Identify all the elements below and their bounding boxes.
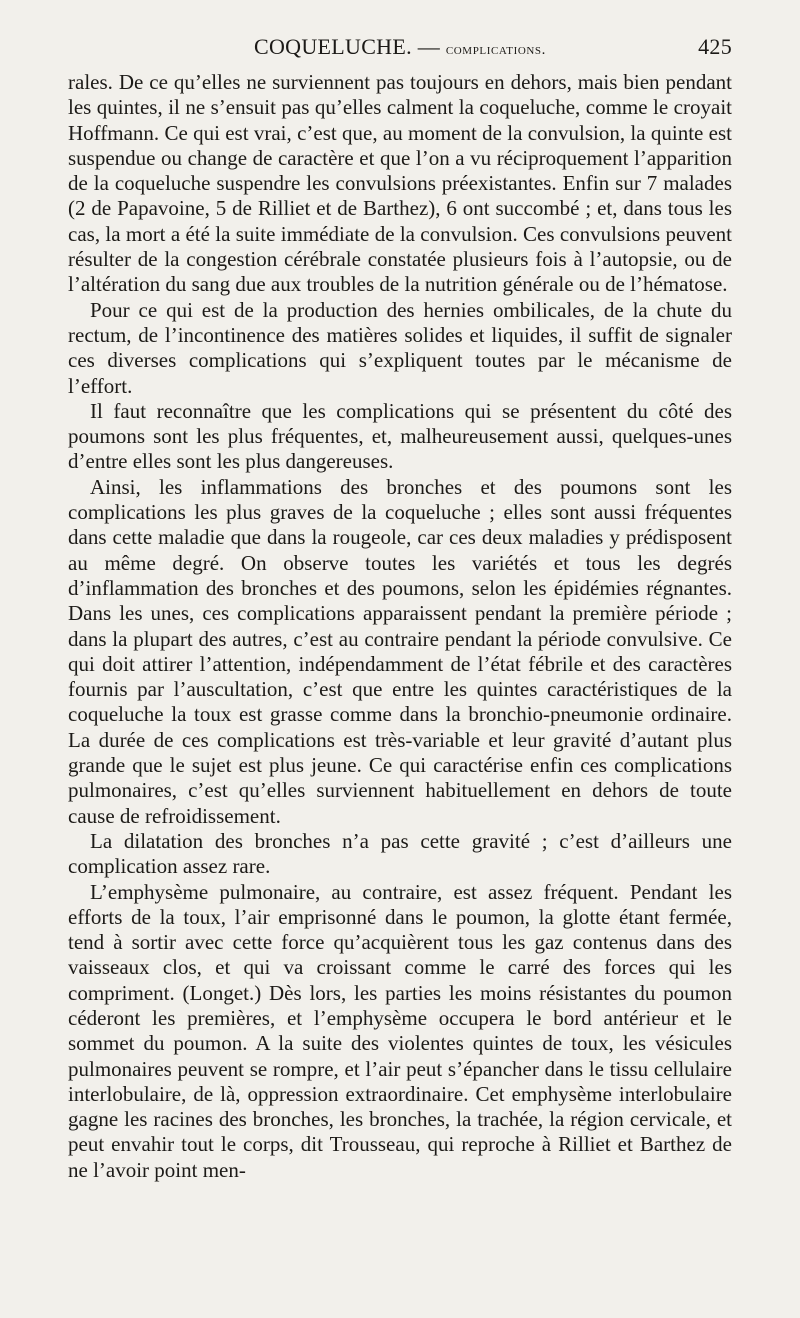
running-head — [68, 34, 732, 70]
body-text — [68, 70, 732, 1183]
chapter-title: COQUELUCHE. — — [254, 34, 441, 59]
paragraph-bronchial-dilation: La dilatation des bronches n’a pas cette gravité ; c’est d’ailleurs une complication assez rare. — [68, 828, 732, 879]
running-title — [254, 34, 546, 60]
paragraph-lung-complications: Il faut reconnaître que les complications qui se présentent du côté des poumons sont les plus fréquentes, et, malheureusement aussi, quelques-unes d’entre elles sont les plus dangereuses. — [68, 398, 732, 474]
page-number: 425 — [698, 34, 732, 59]
section-title: complications. — [445, 42, 546, 58]
paragraph-convulsions: rales. De ce qu’elles ne surviennent pas toujours en dehors, mais bien pendant les quintes, il ne s’ensuit pas qu’elles calment la coqueluche, comme le croyait Hoffmann. Ce qui est vrai, c’est que, au moment de la convulsion, la quinte est suspendue ou change de caractère et que l’on a vu réciproquement l’apparition de la coqueluche suspendre les convulsions préexistantes. Enfin sur 7 malades (2 de Papavoine, 5 de Rilliet et de Barthez), 6 ont succombé ; et, dans tous les cas, la mort a été la suite immédiate de la convulsion. Ces convulsions peuvent résulter de la congestion cérébrale constatée plusieurs fois à l’autopsie, ou de l’altération du sang due aux troubles de la nutrition générale ou de l’hématose. — [68, 70, 732, 297]
paragraph-inflammations: Ainsi, les inflammations des bronches et des poumons sont les complications les plus graves de la coqueluche ; elles sont aussi fréquentes dans cette maladie que dans la rougeole, car ces deux maladies y prédisposent au même degré. On observe toutes les variétés et tous les degrés d’inflammation des bronches et des poumons, selon les épidémies régnantes. Dans les unes, ces complications apparaissent pendant la première période ; dans la plupart des autres, c’est au contraire pendant la période convulsive. Ce qui doit attirer l’attention, indépendamment de l’état fébrile et des caractères fournis par l’auscultation, c’est que entre les quintes caractéristiques de la coqueluche la toux est grasse comme dans la bronchio-pneumonie ordinaire. La durée de ces complications est très-variable et leur gravité d’autant plus grande que le sujet est plus jeune. Ce qui caractérise enfin ces complications pulmonaires, c’est qu’elles surviennent habituellement en dehors de toute cause de refroidissement. — [68, 474, 732, 828]
paragraph-hernias: Pour ce qui est de la production des hernies ombilicales, de la chute du rectum, de l’incontinence des matières solides et liquides, il suffit de signaler ces diverses complications qui s’expliquent toutes par le mécanisme de l’effort. — [68, 297, 732, 398]
paragraph-emphysema: L’emphysème pulmonaire, au contraire, est assez fréquent. Pendant les efforts de la toux, l’air emprisonné dans le poumon, la glotte étant fermée, tend à sortir avec cette force qu’acquièrent tous les gaz contenus dans des vaisseaux clos, et qui va croissant comme le carré des forces qui les compriment. (Longet.) Dès lors, les parties les moins résistantes du poumon céderont les premières, et l’emphysème occupera le bord antérieur et le sommet du poumon. A la suite des violentes quintes de toux, les vésicules pulmonaires peuvent se rompre, et l’air peut s’épancher dans le tissu cellulaire interlobulaire, de là, oppression extraordinaire. Cet emphysème interlobulaire gagne les racines des bronches, les bronches, la trachée, la région cervicale, et peut envahir tout le corps, dit Trousseau, qui reproche à Rilliet et Barthez de ne l’avoir point men- — [68, 879, 732, 1182]
